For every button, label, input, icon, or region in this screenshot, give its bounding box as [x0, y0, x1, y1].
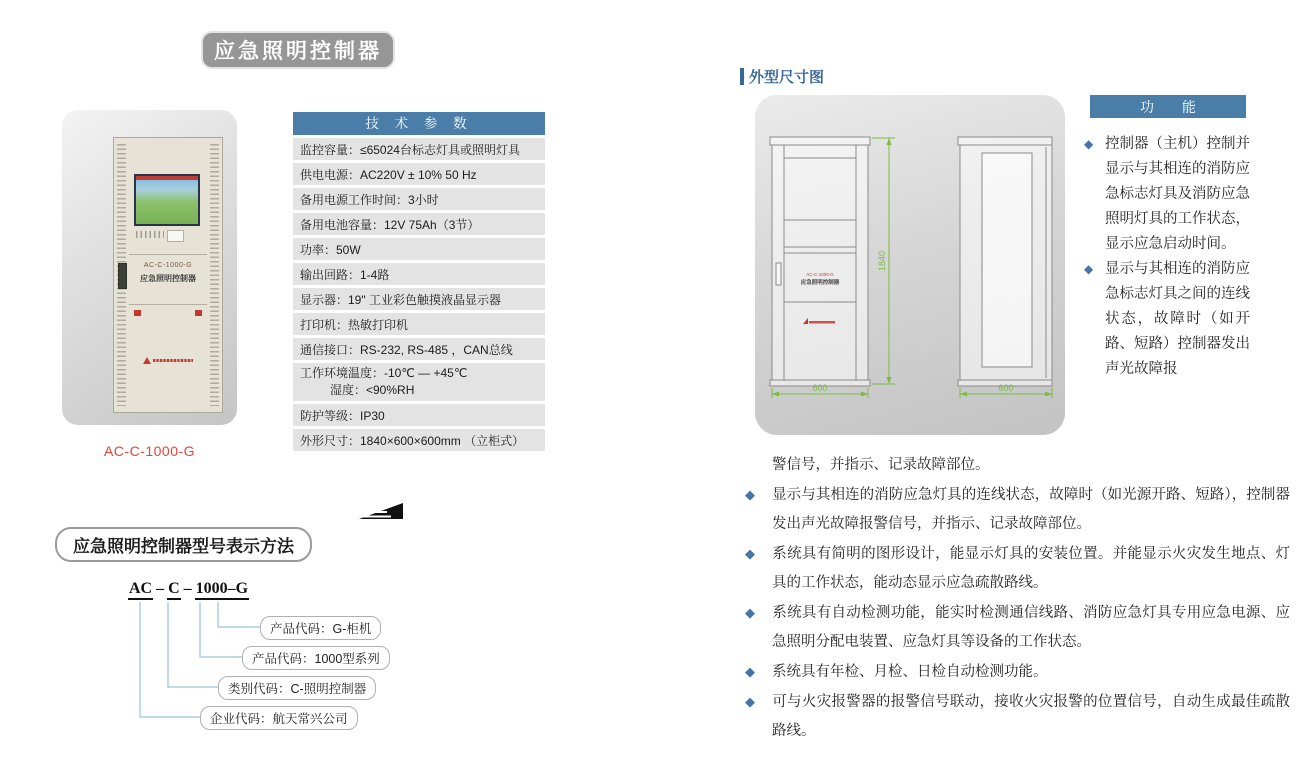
spec-row: 显示器：19" 工业彩色触摸液晶显示器 [293, 288, 545, 310]
function-item-text: 显示与其相连的消防应急标志灯具之间的连线状态，故障时（如开路、短路）控制器发出声光故障报 [1105, 261, 1250, 377]
panel-divider [129, 304, 207, 305]
code-dash: – [183, 580, 192, 597]
function-panel-header: 功 能 [1090, 95, 1246, 118]
code-label-product-g: 产品代码：G-柜机 [260, 616, 381, 640]
function-bottom-list [745, 451, 1290, 746]
cad-drawing [755, 95, 1065, 435]
spec-row: 监控容量：≤65024台标志灯具或照明灯具 [293, 138, 545, 160]
spec-line: 工作环境温度：-10℃ — +45℃ [300, 366, 468, 380]
function-side-list [1084, 132, 1250, 382]
function-item-text: 可与火灾报警器的报警信号联动，接收火灾报警的位置信号，自动生成最佳疏散路线。 [772, 694, 1290, 739]
logo-text-line [153, 359, 193, 362]
function-item [745, 657, 1290, 687]
drawing-name-text: 应急照明控制器 [800, 280, 840, 286]
panel-divider [129, 254, 207, 255]
cabinet-model-text: AC-C-1000-G [143, 262, 193, 269]
spec-row: 打印机：热敏打印机 [293, 313, 545, 335]
spec-table [293, 112, 545, 451]
touch-screen [134, 174, 200, 226]
model-code-diagram [95, 578, 425, 743]
spec-row: 供电电源：AC220V ± 10% 50 Hz [293, 163, 545, 185]
model-section-title: 应急照明控制器型号表示方法 [55, 527, 312, 562]
function-item [745, 598, 1290, 657]
diamond-bullet-icon: ◆ [1084, 137, 1094, 151]
function-item [745, 539, 1290, 598]
spec-row: 防护等级：IP30 [293, 404, 545, 426]
product-model-label: AC-C-1000-G [103, 443, 196, 459]
code-label-series: 产品代码：1000型系列 [242, 646, 390, 670]
title-bar-icon [740, 68, 744, 85]
diamond-bullet-icon: ◆ [745, 546, 755, 561]
spec-row: 输出回路：1-4路 [293, 263, 545, 285]
function-item [745, 480, 1290, 539]
code-segment-category: C [167, 580, 181, 600]
code-label-company: 企业代码：航天常兴公司 [200, 706, 358, 730]
spec-line: 湿度：<90%RH [330, 383, 415, 397]
spec-row: 备用电池容量：12V 75Ah（3节） [293, 213, 545, 235]
spec-table-header: 技 术 参 数 [293, 112, 545, 135]
diamond-bullet-icon: ◆ [745, 664, 755, 679]
page-title: 应急照明控制器 [203, 33, 393, 67]
function-item-text: 控制器（主机）控制并显示与其相连的消防应急标志灯具及消防应急照明灯具的工作状态，显示应急启动时间。 [1105, 136, 1250, 252]
cabinet-name-text: 应急照明控制器 [140, 274, 196, 283]
spec-row: 通信接口：RS-232, RS-485 ，CAN总线 [293, 338, 545, 360]
spec-row: 备用电源工作时间：3小时 [293, 188, 545, 210]
cabinet-photo [113, 137, 223, 413]
function-item-text: 系统具有自动检测功能，能实时检测通信线路、消防应急灯具专用应急电源、应急照明分配电装置、应急灯具等设备的工作状态。 [772, 605, 1290, 650]
diamond-bullet-icon: ◆ [1084, 262, 1094, 276]
control-buttons [136, 231, 164, 238]
diamond-bullet-icon: ◆ [745, 605, 755, 620]
speed-arrow-icon [357, 502, 405, 522]
product-photo [62, 110, 237, 425]
function-item-continuation: 警信号，并指示、记录故障部位。 [772, 457, 990, 473]
spec-row: 功率：50W [293, 238, 545, 260]
code-segment-series: 1000–G [195, 580, 249, 600]
function-item-text: 系统具有年检、月检、日检自动检测功能。 [772, 664, 1048, 680]
red-button [134, 310, 141, 316]
brand-logo [114, 357, 222, 364]
indicator-panel [118, 263, 127, 289]
diamond-bullet-icon: ◆ [745, 694, 755, 709]
function-item [745, 687, 1290, 746]
side-width-dimension-label: 600 [998, 383, 1014, 393]
function-item-text: 显示与其相连的消防应急灯具的连线状态，故障时（如光源开路、短路），控制器发出声光故障报警信号，并指示、记录故障部位。 [772, 487, 1290, 532]
function-item [1084, 132, 1250, 257]
dimension-drawing [755, 95, 1065, 435]
screen-banner [136, 176, 198, 180]
front-width-dimension-label: 600 [812, 383, 828, 393]
height-dimension-label: 1840 [877, 250, 887, 272]
spec-row [293, 363, 545, 401]
function-item-text: 系统具有简明的图形设计，能显示灯具的安装位置。并能显示火灾发生地点、灯具的工作状态，能动态显示应急疏散路线。 [772, 546, 1290, 591]
code-label-category: 类别代码：C-照明控制器 [218, 676, 376, 700]
drawing-model-text: AC-C-1000-G [806, 272, 834, 277]
code-dash: – [156, 580, 165, 597]
logo-triangle-icon [143, 357, 151, 364]
dimension-title-text: 外型尺寸图 [749, 69, 825, 86]
red-button [195, 310, 202, 316]
printer-slot [167, 230, 184, 242]
code-segment-company: AC [128, 580, 153, 600]
model-code [128, 580, 249, 598]
diamond-bullet-icon: ◆ [745, 487, 755, 502]
spec-row: 外形尺寸：1840×600×600mm （立柜式） [293, 429, 545, 451]
dimension-section-title [740, 66, 824, 87]
function-item [1084, 257, 1250, 382]
